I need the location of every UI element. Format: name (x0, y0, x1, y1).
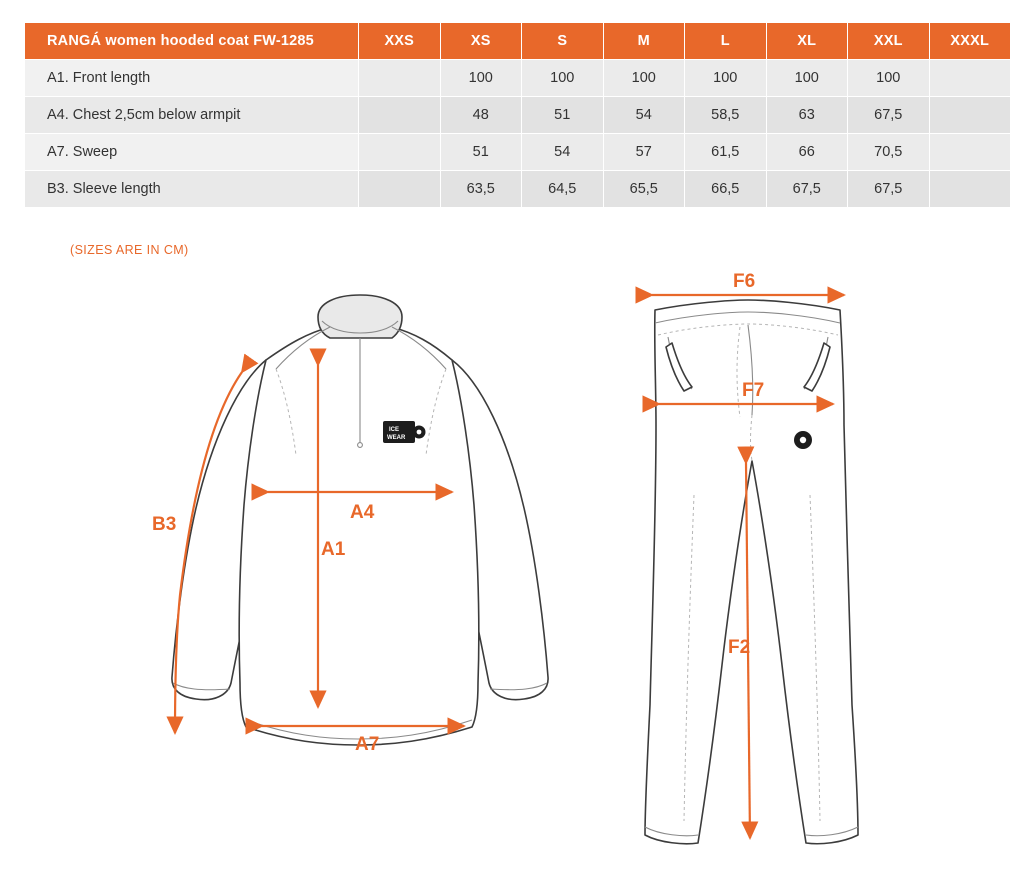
measurement-value: 67,5 (766, 171, 848, 208)
measurement-value: 63,5 (440, 171, 522, 208)
measurement-value: 54 (603, 97, 685, 134)
trousers-illustration (645, 271, 858, 844)
measurement-value: 100 (522, 60, 604, 97)
label-a7: A7 (355, 734, 380, 755)
measurement-value (929, 171, 1011, 208)
label-a1: A1 (321, 539, 346, 560)
measurement-label: B3. Sleeve length (25, 171, 359, 208)
measurement-value: 48 (440, 97, 522, 134)
measurement-value: 63 (766, 97, 848, 134)
measurement-value: 66,5 (685, 171, 767, 208)
measurement-value (929, 97, 1011, 134)
brand-logo-trousers (794, 431, 812, 449)
label-f6: F6 (733, 271, 756, 292)
measurement-value: 100 (685, 60, 767, 97)
measurement-value (359, 134, 441, 171)
measurement-value: 65,5 (603, 171, 685, 208)
size-header-xs: XS (440, 23, 522, 60)
table-row (25, 97, 1011, 134)
measurement-label: A1. Front length (25, 60, 359, 97)
measurement-value: 67,5 (848, 97, 930, 134)
measurement-value (929, 134, 1011, 171)
measurement-value (359, 97, 441, 134)
table-body (25, 60, 1011, 208)
measurement-value: 54 (522, 134, 604, 171)
units-note: (SIZES ARE IN CM) (70, 243, 189, 257)
size-header-xxl: XXL (848, 23, 930, 60)
label-f7: F7 (742, 380, 765, 401)
measurement-value (359, 60, 441, 97)
measurement-value: 100 (848, 60, 930, 97)
size-header-m: M (603, 23, 685, 60)
label-b3: B3 (152, 514, 177, 535)
svg-text:ICE: ICE (389, 427, 400, 433)
measurement-value: 64,5 (522, 171, 604, 208)
table-row (25, 60, 1011, 97)
product-name-header: RANGÁ women hooded coat FW-1285 (25, 23, 359, 60)
size-header-xxxl: XXXL (929, 23, 1011, 60)
measurement-value: 67,5 (848, 171, 930, 208)
table-header-row (25, 23, 1011, 60)
table-row (25, 134, 1011, 171)
measurement-value (359, 171, 441, 208)
size-header-xl: XL (766, 23, 848, 60)
measurement-label: A4. Chest 2,5cm below armpit (25, 97, 359, 134)
measurement-value: 100 (440, 60, 522, 97)
size-header-l: L (685, 23, 767, 60)
size-table (24, 22, 1011, 208)
svg-text:WEAR: WEAR (387, 435, 406, 441)
size-header-xxs: XXS (359, 23, 441, 60)
jacket-illustration (152, 295, 548, 755)
measurement-value: 100 (603, 60, 685, 97)
measurement-value (929, 60, 1011, 97)
measurement-value: 66 (766, 134, 848, 171)
measurement-value: 51 (522, 97, 604, 134)
table-header (25, 23, 1011, 60)
measurement-label: A7. Sweep (25, 134, 359, 171)
measurement-value: 100 (766, 60, 848, 97)
measurement-value: 51 (440, 134, 522, 171)
size-chart (24, 22, 1010, 208)
size-header-s: S (522, 23, 604, 60)
measurement-value: 70,5 (848, 134, 930, 171)
measurement-value: 61,5 (685, 134, 767, 171)
label-f2: F2 (728, 637, 751, 658)
table-row (25, 171, 1011, 208)
measurement-value: 57 (603, 134, 685, 171)
measurement-diagrams (0, 265, 1034, 885)
measurement-value: 58,5 (685, 97, 767, 134)
label-a4: A4 (350, 502, 375, 523)
